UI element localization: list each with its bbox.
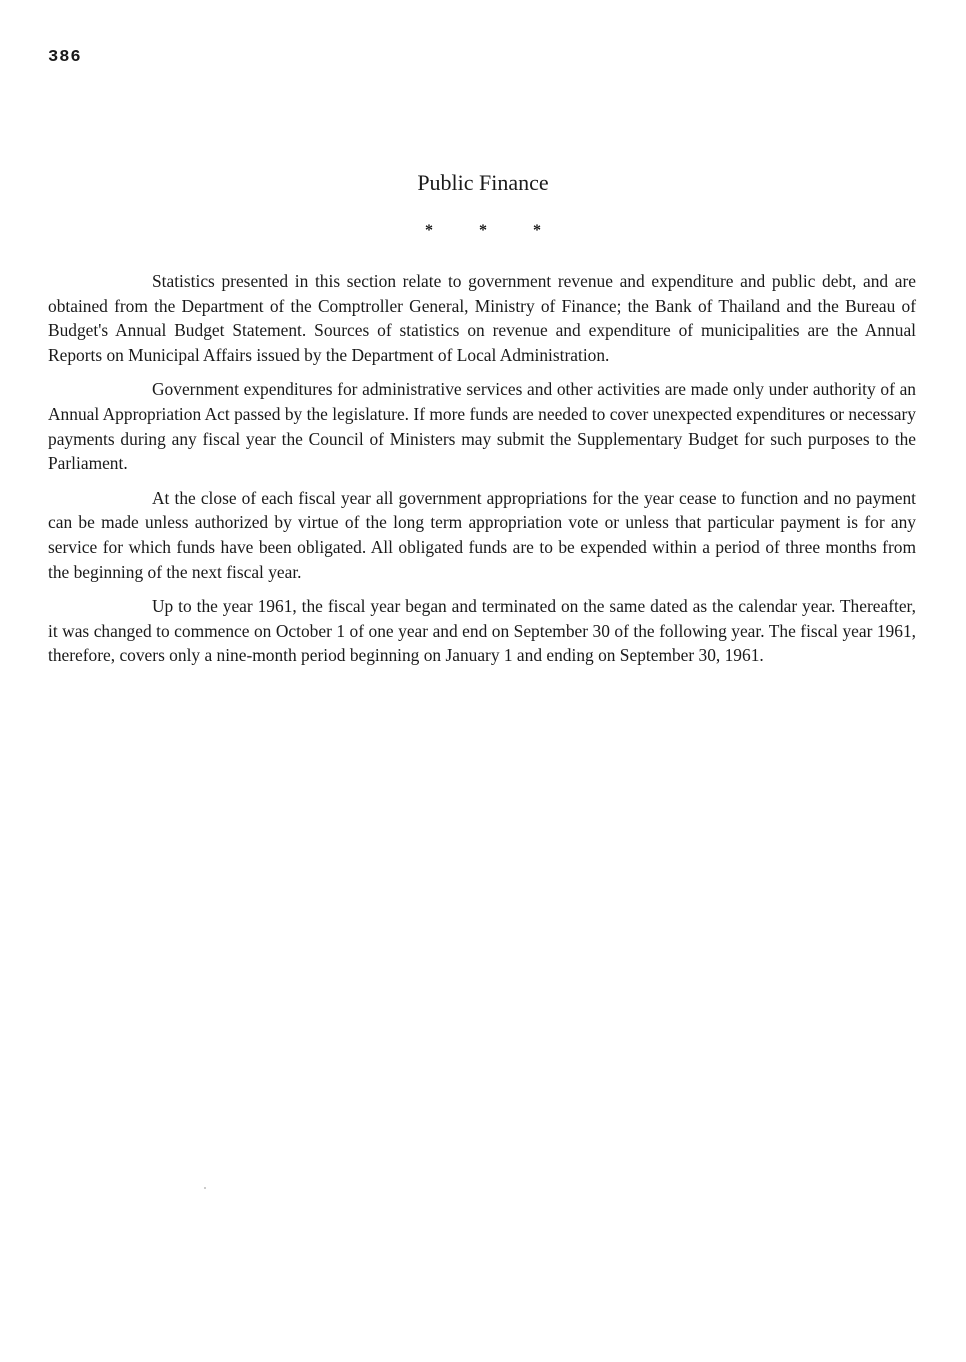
body-text bbox=[48, 269, 916, 678]
page-number: 386 bbox=[48, 48, 82, 67]
separator-asterisk: * bbox=[425, 222, 433, 239]
paragraph-fiscal-year-change: Up to the year 1961, the fiscal year began and terminated on the same dated as the calendar year. Thereafter, it was changed to commence on October 1 of one year and end on September 30 of the following year. The fiscal year 1961, therefore, covers only a nine-month period beginning on January 1 and ending on September 30, 1961. bbox=[48, 596, 916, 666]
paragraph-sources: Statistics presented in this section relate to government revenue and expenditure and public debt, and are obtained from the Department of the Comptroller General, Ministry of Finance; the Bank of Thailand and the Bureau of Budget's Annual Budget Statement. Sources of statistics on revenue and expenditure of municipalities are the Annual Reports on Municipal Affairs issued by the Department of Local Administration. bbox=[48, 271, 916, 365]
separator-asterisk: * bbox=[533, 222, 541, 239]
paragraph-fiscal-year-close: At the close of each fiscal year all government appropriations for the year cease to function and no payment can be made unless authorized by virtue of the long term appropriation vote or unless that particular payment is for any service for which funds have been obligated. All obligated funds are to be expended within a period of three months from the beginning of the next fiscal year. bbox=[48, 487, 916, 582]
separator-asterisk: * bbox=[479, 222, 487, 239]
section-title: Public Finance bbox=[417, 170, 549, 195]
paragraph-expenditures: Government expenditures for administrative services and other activities are made only under authority of an Annual Appropriation Act passed by the legislature. If more funds are needed to cover unexpected expenditures or necessary payments during any fiscal year the Council of Ministers may submit the Supplementary Budget for such purposes to the Parliament. bbox=[48, 379, 916, 474]
separator-asterisks bbox=[0, 222, 966, 240]
scan-speck bbox=[204, 1187, 206, 1189]
